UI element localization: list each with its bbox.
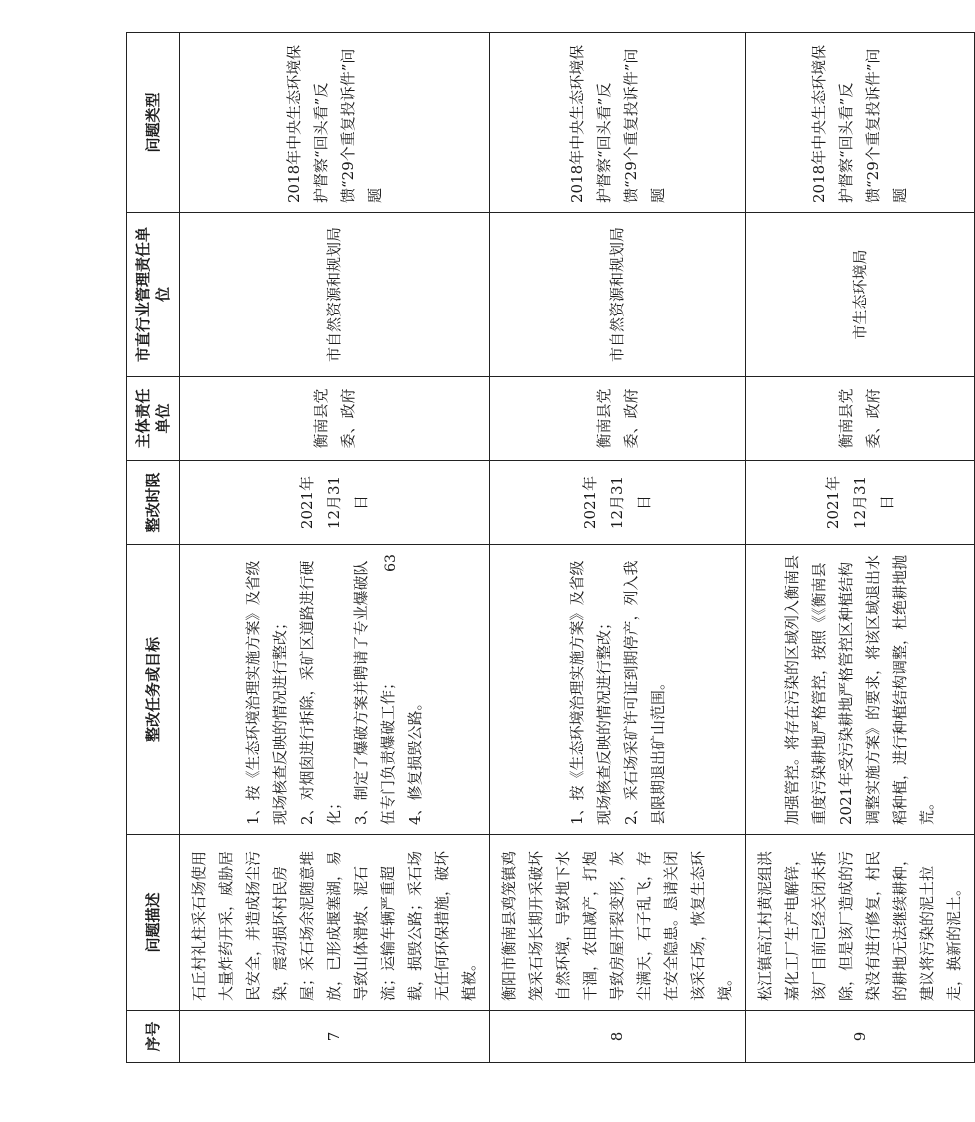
row-supervise-unit: 市自然资源和规划局 — [180, 213, 490, 377]
row-task — [746, 545, 975, 835]
row-main-unit: 衡南县党委、政府 — [180, 377, 490, 461]
table-row — [180, 33, 490, 1063]
header-main-unit: 主体责任单位 — [127, 377, 180, 461]
row-desc: 松江镇高江村黄泥组洪嘉化工厂生产电解锌，该厂目前已经关闭未拆除，但是该厂造成的污染没有进行修复，村民的耕地无法继续耕种，建议将污染的泥土拉走，换新的泥土。 — [746, 835, 975, 1011]
page-number: 63 — [383, 554, 399, 572]
header-seq: 序号 — [127, 1011, 180, 1063]
row-supervise-unit: 市自然资源和规划局 — [490, 213, 746, 377]
row-type: 2018年中央生态环境保护督察“回头看”反馈“29个重复投诉件”问题 — [490, 33, 746, 213]
task-line: 加强管控。将存在污染的区域列入衡南县重度污染耕地严格管控，按照《《衡南县2021年受污染耕地严格管控区种植结构调整实施方案》的要求，将该区域退出水稻种植，进行种植结构调整，杜绝耕地抛荒。 — [783, 554, 936, 825]
table-row — [746, 33, 975, 1063]
row-seq: 7 — [180, 1011, 490, 1063]
header-task: 整改任务或目标 — [127, 545, 180, 835]
row-task — [490, 545, 746, 835]
table-row — [490, 33, 746, 1063]
row-deadline: 2021年12月31日 — [746, 461, 975, 545]
row-main-unit: 衡南县党委、政府 — [746, 377, 975, 461]
row-type: 2018年中央生态环境保护督察“回头看”反馈“29个重复投诉件”问题 — [180, 33, 490, 213]
task-line: 1、按《生态环境治理实施方案》及省级现场核查反映的情况进行整改； — [567, 560, 613, 825]
row-seq: 8 — [490, 1011, 746, 1063]
task-line: 1、按《生态环境治理实施方案》及省级现场核查反映的情况进行整改； — [244, 560, 289, 825]
row-deadline: 2021年12月31日 — [490, 461, 746, 545]
header-desc: 问题描述 — [127, 835, 180, 1011]
row-type: 2018年中央生态环境保护督察“回头看”反馈“29个重复投诉件”问题 — [746, 33, 975, 213]
task-line: 4、修复损毁公路。 — [406, 695, 424, 825]
row-main-unit: 衡南县党委、政府 — [490, 377, 746, 461]
rectification-table — [126, 32, 975, 1063]
row-desc: 石丘村礼柱采石场使用大量炸药开采，威胁居民安全，并造成扬尘污染，震动损坏村民房屋；采石场余泥随意堆放，已形成堰塞湖，易导致山体滑坡、泥石流；运输车辆严重超载，损毁公路；采石场无任何环保措施，破坏植被。 — [180, 835, 490, 1011]
header-supervise-unit: 市直行业管理责任单位 — [127, 213, 180, 377]
row-deadline: 2021年12月31日 — [180, 461, 490, 545]
header-deadline: 整改时限 — [127, 461, 180, 545]
header-type: 问题类型 — [127, 33, 180, 213]
task-line: 3、制定了爆破方案并聘请了专业爆破队伍专门负责爆破工作； — [352, 560, 397, 825]
task-line: 2、采石场采矿许可证到期停产，列入我县限期退出矿山范围。 — [621, 560, 667, 825]
row-seq: 9 — [746, 1011, 975, 1063]
row-supervise-unit: 市生态环境局 — [746, 213, 975, 377]
row-desc: 衡阳市衡南县鸡笼镇鸡笼采石场长期开采破坏自然环境，导致地下水干涸，农田减产，打炮导致房屋开裂变形，灰尘满天，石子乱飞，存在安全隐患。恳请关闭该采石场，恢复生态环境。 — [490, 835, 746, 1011]
rotated-table-container — [126, 33, 963, 1063]
row-task — [180, 545, 490, 835]
task-line: 2、对烟囱进行拆除，采矿区道路进行硬化； — [298, 560, 343, 825]
header-row — [127, 33, 180, 1063]
